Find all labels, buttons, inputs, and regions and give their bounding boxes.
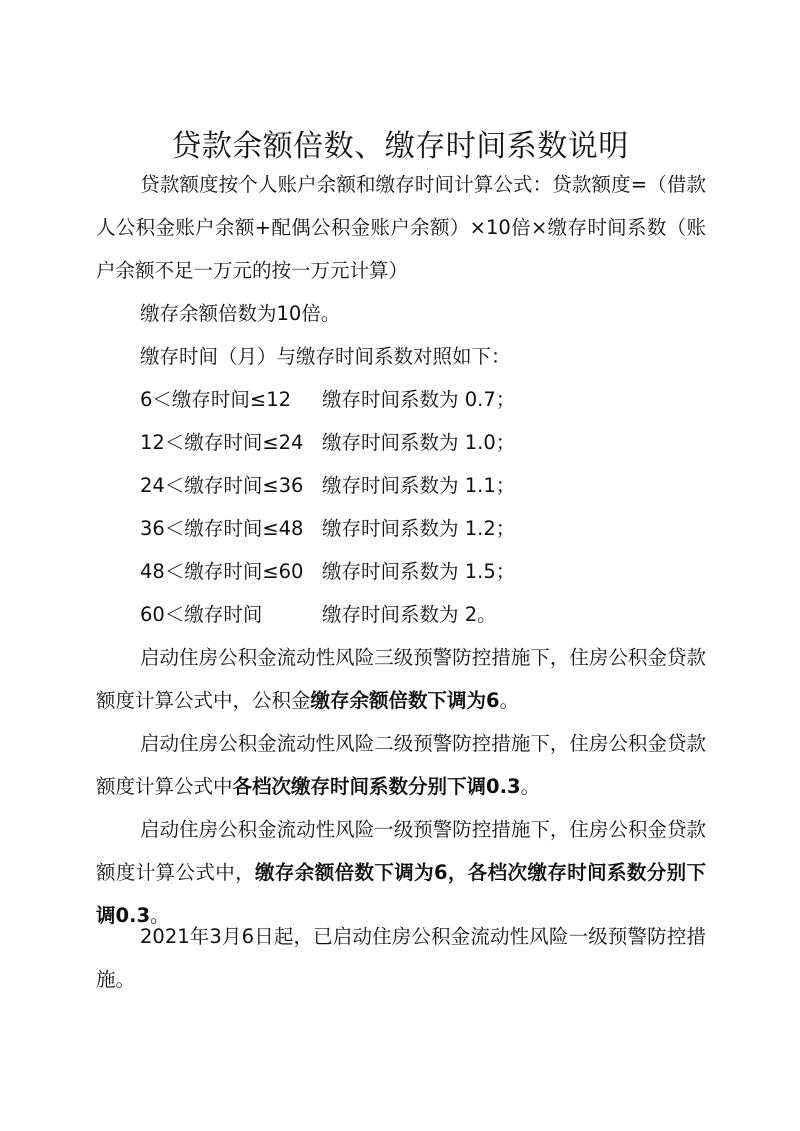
coefficient-range: 6＜缴存时间≤12 [140,388,292,411]
level1-emphasis: 缴存余额倍数下调为6，各档次缴存时间系数分别下调0.3 [96,861,706,927]
coefficient-label: 缴存时间系数为 [322,517,459,540]
coefficient-row [140,464,515,507]
level3-text: 启动住房公积金流动性风险三级预警防控措施下，住房公积金贷款额度计算公式中，公积金 [96,646,706,712]
coefficient-row [140,550,515,593]
effective-date-paragraph [96,915,706,1001]
multiple-line: 缴存余额倍数为10倍。 [140,302,341,325]
coefficient-label: 缴存时间系数为 [322,431,459,454]
level2-emphasis: 各档次缴存时间系数分别下调0.3 [232,775,521,798]
level3-end: 。 [499,689,520,712]
coefficient-row [140,378,515,421]
coefficient-range: 12＜缴存时间≤24 [140,431,304,454]
coefficient-row [140,507,515,550]
coefficient-value: 2。 [464,603,497,626]
coefficient-row [140,593,497,636]
coefficient-value: 0.7； [464,388,516,411]
coefficient-label: 缴存时间系数为 [322,603,459,626]
document-title: 贷款余额倍数、缴存时间系数说明 [171,129,629,165]
table-intro: 缴存时间（月）与缴存时间系数对照如下： [140,345,511,368]
formula-paragraph [96,163,706,292]
coefficient-value: 1.2； [464,517,516,540]
level2-paragraph [96,722,706,808]
level2-text: 启动住房公积金流动性风险二级预警防控措施下，住房公积金贷款额度计算公式中 [96,732,706,798]
level3-emphasis: 缴存余额倍数下调为6 [310,689,500,712]
level2-end: 。 [520,775,541,798]
coefficient-value: 1.1； [464,474,516,497]
coefficient-row [140,421,515,464]
coefficient-range: 60＜缴存时间 [140,603,263,626]
effective-date-text: 2021年3月6日起，已启动住房公积金流动性风险一级预警防控措施。 [96,925,706,991]
level1-text: 启动住房公积金流动性风险一级预警防控措施下，住房公积金贷款额度计算公式中， [96,818,706,884]
coefficient-range: 48＜缴存时间≤60 [140,560,304,583]
level3-paragraph [96,636,706,722]
coefficient-range: 36＜缴存时间≤48 [140,517,304,540]
coefficient-range: 24＜缴存时间≤36 [140,474,304,497]
formula-text: 贷款额度按个人账户余额和缴存时间计算公式：贷款额度=（借款人公积金账户余额+配偶公积金账户余额）×10倍×缴存时间系数（账户余额不足一万元的按一万元计算） [96,173,706,282]
coefficient-label: 缴存时间系数为 [322,560,459,583]
coefficient-value: 1.0； [464,431,516,454]
coefficient-value: 1.5； [464,560,516,583]
coefficient-label: 缴存时间系数为 [322,388,459,411]
coefficient-label: 缴存时间系数为 [322,474,459,497]
level1-end: 。 [150,904,170,927]
